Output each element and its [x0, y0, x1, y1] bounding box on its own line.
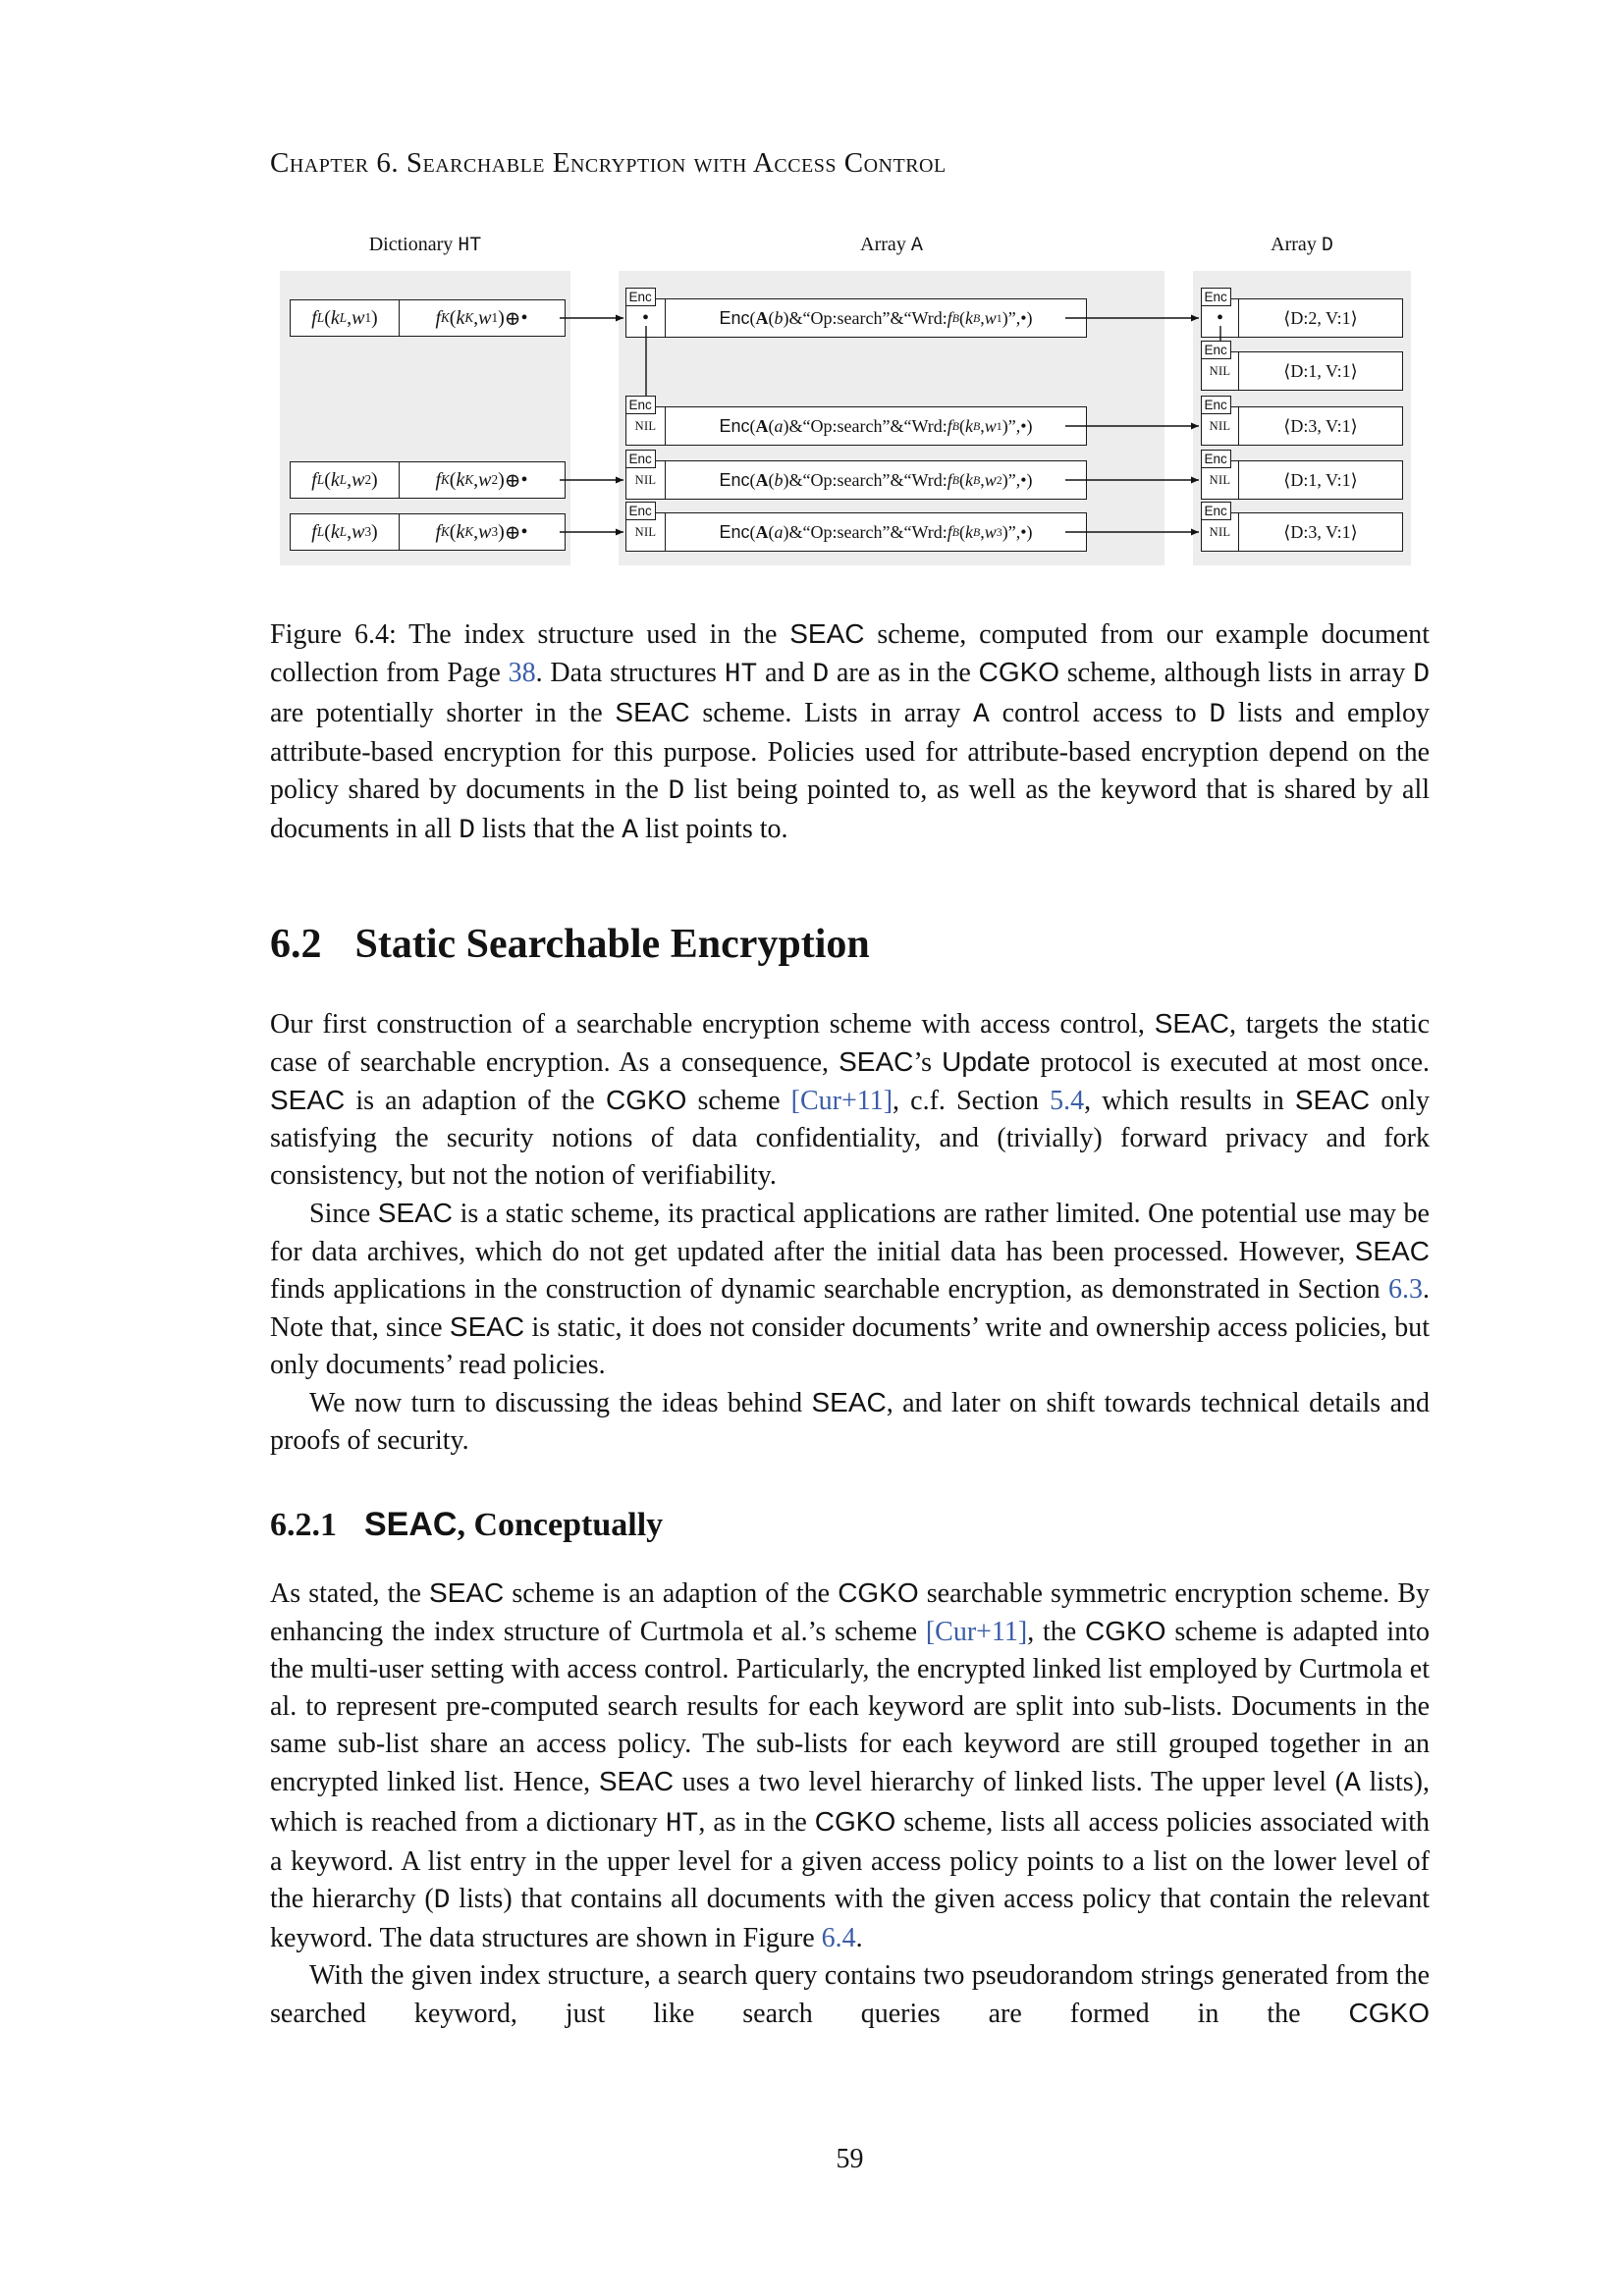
paragraph-5: With the given index structure, a search query contains two pseudorandom strings generated from the searched keyword, just like search queries are formed in the CGKO — [270, 1960, 1430, 2029]
nil-pointer: NIL — [1202, 513, 1239, 551]
enc-label: Enc — [1201, 341, 1231, 359]
running-header: Chapter 6. Searchable Encryption with Access Control — [270, 147, 947, 179]
next-pointer: • — [1202, 299, 1239, 337]
enc-label: Enc — [1201, 502, 1231, 520]
nil-pointer: NIL — [626, 461, 666, 499]
array-d-node-2 — [1201, 343, 1403, 391]
array-a-node-2 — [625, 398, 1087, 446]
dict-key-w3: f L ( k L , w 3 ) — [290, 513, 400, 551]
figure-6-4 — [270, 232, 1430, 850]
encrypted-node-content: Enc ( A ( a )&“Op:search”&“Wrd: f B ( k B , w 1 )”, • ) — [719, 415, 1033, 436]
nil-pointer: NIL — [626, 513, 666, 551]
dict-entry-w2 — [290, 461, 566, 499]
dict-entry-w3 — [290, 513, 566, 551]
nil-pointer: NIL — [1202, 461, 1239, 499]
enc-label: Enc — [625, 502, 656, 520]
enc-label: Enc — [1201, 396, 1231, 414]
array-a-node-3 — [625, 452, 1087, 500]
paragraph-1: Our first construction of a searchable encryption scheme with access control, SEAC, targets the static case of searchable encryption. As a consequence, SEAC’s Update protocol is executed at most once. SEAC is an adaption of the CGKO scheme [Cur+11], c.f. Section 5.4, which results in SEAC only satisfying the security notions of data confidentiality, and (trivially) forward privacy and fork consistency, but not the notion of verifiability. — [270, 1008, 1430, 1191]
array-d-node-5 — [1201, 504, 1403, 552]
dict-value-w2: f K ( k K , w 2 ) ⊕ • — [399, 461, 566, 499]
enc-label: Enc — [625, 450, 656, 468]
subsection-title: SEAC, Conceptually — [364, 1506, 664, 1543]
dict-value-w3: f K ( k K , w 3 ) ⊕ • — [399, 513, 566, 551]
enc-label: Enc — [625, 396, 656, 414]
array-d-node-3 — [1201, 398, 1403, 446]
link-page-38[interactable]: 38 — [508, 658, 536, 688]
link-figure-6-4[interactable]: 6.4 — [821, 1923, 856, 1953]
array-d-node-1 — [1201, 290, 1403, 338]
paragraph-2: Since SEAC is a static scheme, its practical applications are rather limited. One potential use may be for data archives, which do not get updated after the initial data has been processed. However, SEAC finds applications in the construction of dynamic searchable encryption, as demonstrated in Section 6.3. Note that, since SEAC is static, it does not consider documents’ write and ownership access policies, but only documents’ read policies. — [270, 1198, 1430, 1380]
doc-version-content: ⟨D:1, V:1⟩ — [1283, 469, 1358, 490]
encrypted-node-content: Enc ( A ( a )&“Op:search”&“Wrd: f B ( k B , w 3 )”, • ) — [719, 521, 1033, 542]
next-pointer: • — [626, 299, 666, 337]
dict-key-w1: f L ( k L , w 1 ) — [290, 299, 400, 337]
doc-version-content: ⟨D:3, V:1⟩ — [1283, 521, 1358, 542]
section-heading — [270, 921, 1430, 968]
link-section-6-3[interactable]: 6.3 — [1388, 1274, 1423, 1305]
paragraph-4: As stated, the SEAC scheme is an adaption of the CGKO searchable symmetric encryption scheme. By enhancing the index structure of Curtmola et al.’s scheme [Cur+11], the CGKO scheme is adapted into the multi-user setting with access control. Particularly, the encrypted linked list employed by Curtmola et al. to represent pre-computed search results for each keyword are split into sub-lists. Documents in the same sub-list share an access policy. The sub-lists for each keyword are still grouped together in an encrypted linked list. Hence, SEAC uses a two level hierarchy of linked lists. The upper level (A lists), which is reached from a dictionary HT, as in the CGKO scheme, lists all access policies associated with a keyword. A list entry in the upper level for a given access policy points to a list on the lower level of the hierarchy (D lists) that contains all documents with the given access policy that contain the relevant keyword. The data structures are shown in Figure 6.4. — [270, 1577, 1430, 1953]
section-number: 6.2 — [270, 922, 322, 967]
label-array-d: Array D — [1271, 234, 1333, 257]
array-d-node-4 — [1201, 452, 1403, 500]
paragraph-3: We now turn to discussing the ideas behind SEAC, and later on shift towards technical details and proofs of security. — [270, 1387, 1430, 1456]
nil-pointer: NIL — [626, 407, 666, 445]
link-cite-cur11-2[interactable]: [Cur+11] — [925, 1617, 1028, 1647]
nil-pointer: NIL — [1202, 407, 1239, 445]
doc-version-content: ⟨D:1, V:1⟩ — [1283, 360, 1358, 381]
subsection-heading — [270, 1505, 1430, 1545]
array-a-node-1 — [625, 290, 1087, 338]
figure-caption: Figure 6.4: The index structure used in the SEAC scheme, computed from our example document collection from Page 38. Data structures HT and D are as in the CGKO scheme, although lists in array D are potentially shorter in the SEAC scheme. Lists in array A control access to D lists and employ attribute-based encryption for this purpose. Policies used for attribute-based encryption depend on the policy shared by documents in the D list being pointed to, as well as the keyword that is shared by all documents in all D lists that the A list points to. — [270, 618, 1431, 846]
dict-key-w2: f L ( k L , w 2 ) — [290, 461, 400, 499]
nil-pointer: NIL — [1202, 352, 1239, 390]
text-column — [270, 0, 1430, 2033]
encrypted-node-content: Enc ( A ( b )&“Op:search”&“Wrd: f B ( k B , w 1 )”, • ) — [719, 307, 1033, 328]
dict-entry-w1 — [290, 299, 566, 337]
link-cite-cur11[interactable]: [Cur+11] — [790, 1086, 893, 1116]
enc-label: Enc — [1201, 288, 1231, 306]
dict-value-w1: f K ( k K , w 1 ) ⊕ • — [399, 299, 566, 337]
link-section-5-4[interactable]: 5.4 — [1050, 1086, 1085, 1116]
array-a-node-4 — [625, 504, 1087, 552]
label-dictionary-ht: Dictionary HT — [368, 234, 482, 257]
page-number: 59 — [836, 2144, 864, 2174]
encrypted-node-content: Enc ( A ( b )&“Op:search”&“Wrd: f B ( k B , w 2 )”, • ) — [719, 469, 1033, 490]
label-array-a: Array A — [860, 234, 923, 257]
subsection-number: 6.2.1 — [270, 1507, 337, 1543]
enc-label: Enc — [1201, 450, 1231, 468]
section-title: Static Searchable Encryption — [354, 922, 870, 967]
doc-version-content: ⟨D:3, V:1⟩ — [1283, 415, 1358, 436]
enc-label: Enc — [625, 288, 656, 306]
index-structure-diagram — [280, 232, 1419, 570]
doc-version-content: ⟨D:2, V:1⟩ — [1283, 307, 1358, 328]
